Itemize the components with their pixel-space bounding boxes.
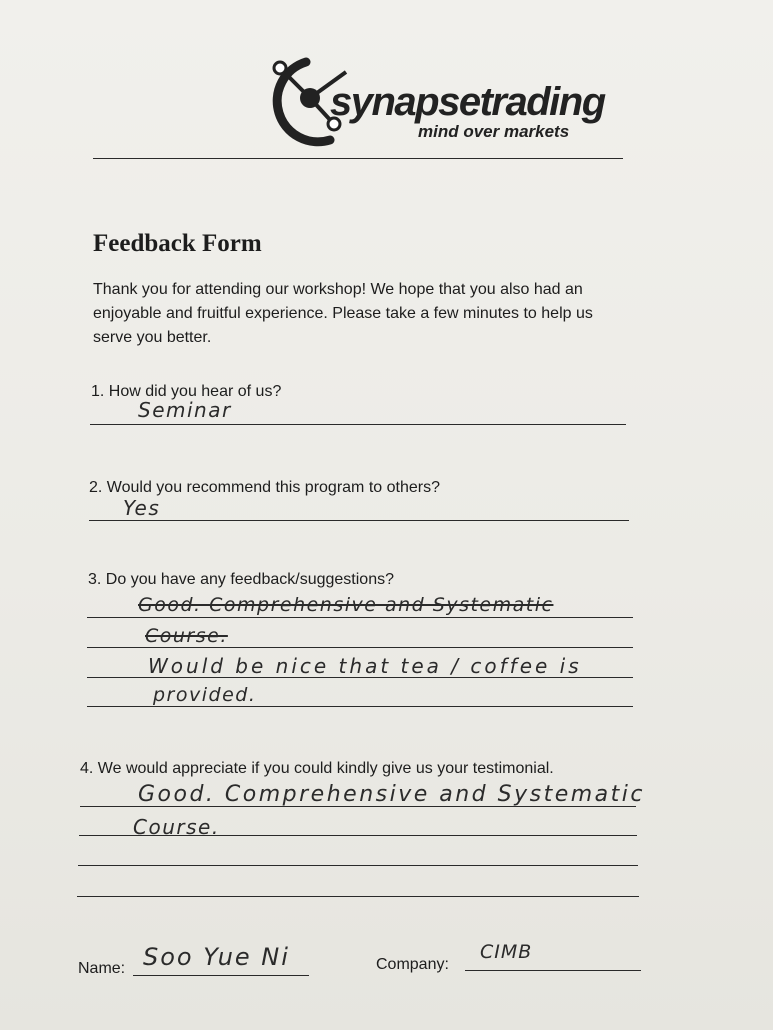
question-4: 4. We would appreciate if you could kindly give us your testimonial. [80, 760, 554, 777]
answer-3-struck-line-1: Good. Comprehensive and Systematic [138, 594, 554, 616]
question-2: 2. Would you recommend this program to others? [89, 479, 440, 496]
answer-2-line [89, 520, 629, 521]
form-title: Feedback Form [93, 230, 262, 257]
answer-4-line-2 [79, 835, 637, 836]
brand-tagline: mind over markets [418, 122, 570, 141]
name-line [133, 975, 309, 976]
company-label: Company: [376, 956, 449, 973]
answer-3-line-3 [87, 677, 633, 678]
question-1: 1. How did you hear of us? [91, 383, 282, 400]
answer-4-line-3 [78, 865, 638, 866]
answer-4-line-1-text: Good. Comprehensive and Systematic [138, 782, 645, 807]
answer-1-line [90, 424, 626, 425]
answer-4-line-1 [80, 806, 636, 807]
answer-3-line-1 [87, 617, 633, 618]
brand-name: synapsetrading [330, 80, 605, 124]
answer-3-line-2-text: provided. [153, 684, 257, 706]
form-intro: Thank you for attending our workshop! We hope that you also had an enjoyable and fruitful experience. Please take a few minutes to help us serve you better. [93, 281, 593, 346]
company-line [465, 970, 641, 971]
name-value: Soo Yue Ni [143, 943, 290, 971]
company-value: CIMB [480, 941, 533, 963]
question-3: 3. Do you have any feedback/suggestions? [88, 571, 394, 588]
answer-3-line-1-text: Would be nice that tea / coffee is [148, 654, 582, 678]
answer-1: Seminar [138, 398, 232, 422]
header-divider [93, 158, 623, 159]
answer-3-line-2 [87, 647, 633, 648]
answer-4-line-4 [77, 896, 639, 897]
answer-2: Yes [123, 496, 161, 520]
answer-3-struck-line-2: Course. [145, 625, 228, 647]
name-label: Name: [78, 960, 126, 977]
answer-4-line-2-text: Course. [133, 815, 220, 839]
answer-3-line-4 [87, 706, 633, 707]
